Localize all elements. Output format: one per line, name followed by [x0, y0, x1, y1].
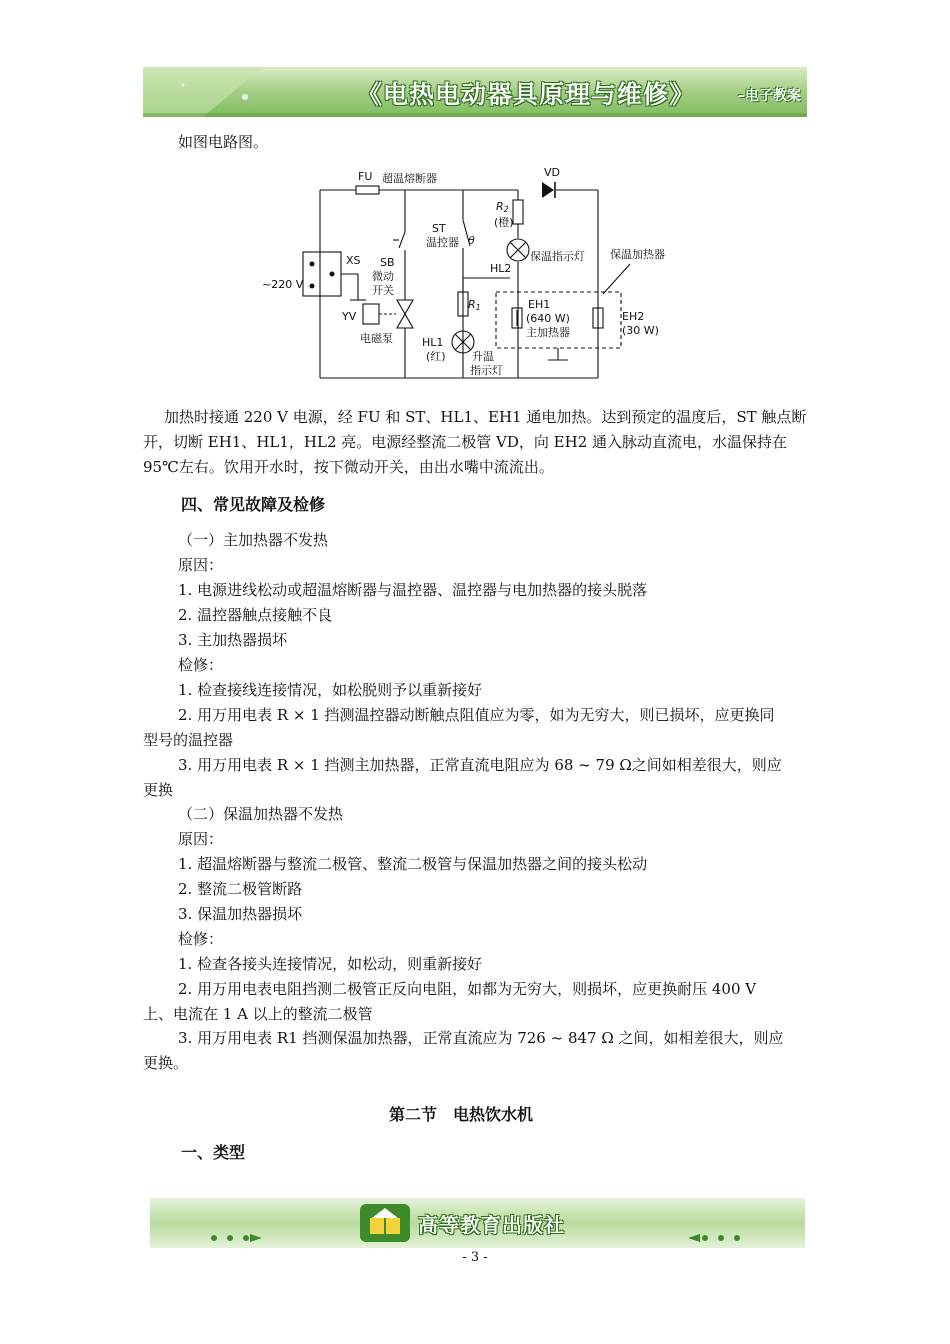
line-cause-2-3: 3. 保温加热器损坏 — [178, 905, 303, 923]
para1-line2: 开，切断 EH1、HL1，HL2 亮。电源经整流二极管 VD，向 EH2 通入脉动直流电，水温保持在 — [143, 433, 788, 451]
line-repair-2-3-cont: 更换。 — [143, 1054, 189, 1072]
line-cause-2-2: 2. 整流二极管断路 — [178, 880, 303, 898]
header-subtitle: –电子教案 — [738, 88, 801, 104]
heading-types: 一、类型 — [181, 1143, 246, 1162]
label-eh1-desc: 主加热器 — [526, 326, 570, 339]
label-eh2-power: (30 W) — [622, 324, 659, 337]
publisher-logo-icon — [360, 1204, 410, 1242]
line-repair-1: 1. 检查接线连接情况，如松脱则予以重新接好 — [178, 681, 483, 699]
circuit-diagram — [258, 160, 688, 382]
label-hl1: HL1 — [422, 336, 444, 349]
line-repair-2-cont: 型号的温控器 — [143, 731, 234, 749]
line-repair-2-2: 2. 用万用电表电阻挡测二极管正反向电阻，如都为无穷大，则损坏，应更换耐压 400 V — [178, 980, 757, 998]
label-yv-desc: 电磁泵 — [360, 332, 393, 345]
line-subheading-1: （一）主加热器不发热 — [178, 531, 329, 549]
label-theta: θ — [468, 234, 475, 247]
para1-line1: 加热时接通 220 V 电源，经 FU 和 ST、HL1、EH1 通电加热。达到预定的温度后，ST 触点断 — [164, 408, 807, 426]
line-cause-3: 3. 主加热器损坏 — [178, 631, 288, 649]
line-repair-2-1: 1. 检查各接头连接情况，如松动，则重新接好 — [178, 955, 483, 973]
label-vd: VD — [544, 166, 560, 179]
line-cause-2: 2. 温控器触点接触不良 — [178, 606, 333, 624]
line-repair-2-2-cont: 上、电流在 1 A 以上的整流二极管 — [143, 1005, 373, 1023]
line-repair-3-cont: 更换 — [143, 781, 174, 799]
label-st-desc: 温控器 — [426, 236, 459, 249]
header-banner — [143, 67, 807, 117]
label-hl1-desc2: 指示灯 — [470, 364, 503, 377]
label-voltage: ~220 V — [262, 278, 304, 291]
label-r2: R2 — [496, 200, 509, 214]
line-cause-1: 1. 电源进线松动或超温熔断器与温控器、温控器与电加热器的接头脱落 — [178, 581, 648, 599]
line-repair-label-2: 检修： — [178, 930, 224, 948]
line-repair-2: 2. 用万用电表 R × 1 挡测温控器动断触点阻值应为零，如为无穷大，则已损坏，应更换同 — [178, 706, 775, 724]
label-eh2: EH2 — [622, 310, 645, 323]
header-title: 《电热电动器具原理与维修》 — [356, 80, 695, 109]
line-repair-2-3: 3. 用万用电表 R1 挡测保温加热器，正常直流应为 726 ~ 847 Ω 之间，如相差很大，则应 — [178, 1029, 784, 1047]
para1-line3: 95℃左右。饮用开水时，按下微动开关，由出水嘴中流流出。 — [143, 458, 554, 476]
label-r1: R1 — [468, 298, 481, 312]
label-hl1-desc1: 升温 — [472, 350, 494, 363]
line-repair-label: 检修： — [178, 656, 224, 674]
line-subheading-2: （二）保温加热器不发热 — [178, 805, 344, 823]
label-r2-color: (橙) — [494, 216, 514, 229]
label-yv: YV — [342, 310, 357, 323]
line-cause-label-2: 原因： — [178, 830, 224, 848]
footer-banner — [150, 1198, 805, 1248]
label-st: ST — [432, 222, 446, 235]
label-hl1-color: (红) — [426, 350, 446, 363]
label-sb: SB — [380, 256, 395, 269]
page-number: - 3 - — [462, 1250, 488, 1265]
label-sb-desc1: 微动 — [372, 270, 394, 283]
label-xs: XS — [346, 254, 361, 267]
label-fu: FU — [358, 170, 373, 183]
label-sb-desc2: 开关 — [372, 284, 394, 297]
label-eh1: EH1 — [528, 298, 551, 311]
publisher-name: 高等教育出版社 — [418, 1213, 565, 1237]
line-repair-3: 3. 用万用电表 R × 1 挡测主加热器，正常直流电阻应为 68 ~ 79 Ω之间如相差很大，则应 — [178, 756, 782, 774]
section-heading: 四、常见故障及检修 — [181, 495, 326, 514]
chapter-section-title: 第二节 电热饮水机 — [389, 1105, 534, 1124]
label-fuse: 超温熔断器 — [382, 172, 437, 185]
label-hl2: HL2 — [490, 262, 512, 275]
line-cause-2-1: 1. 超温熔断器与整流二极管、整流二极管与保温加热器之间的接头松动 — [178, 855, 648, 873]
label-eh1-power: (640 W) — [526, 312, 570, 325]
label-eh2-desc: 保温加热器 — [610, 248, 665, 261]
intro-text: 如图电路图。 — [178, 133, 269, 151]
label-hl2-desc: 保温指示灯 — [530, 250, 585, 263]
line-cause-label: 原因： — [178, 556, 224, 574]
